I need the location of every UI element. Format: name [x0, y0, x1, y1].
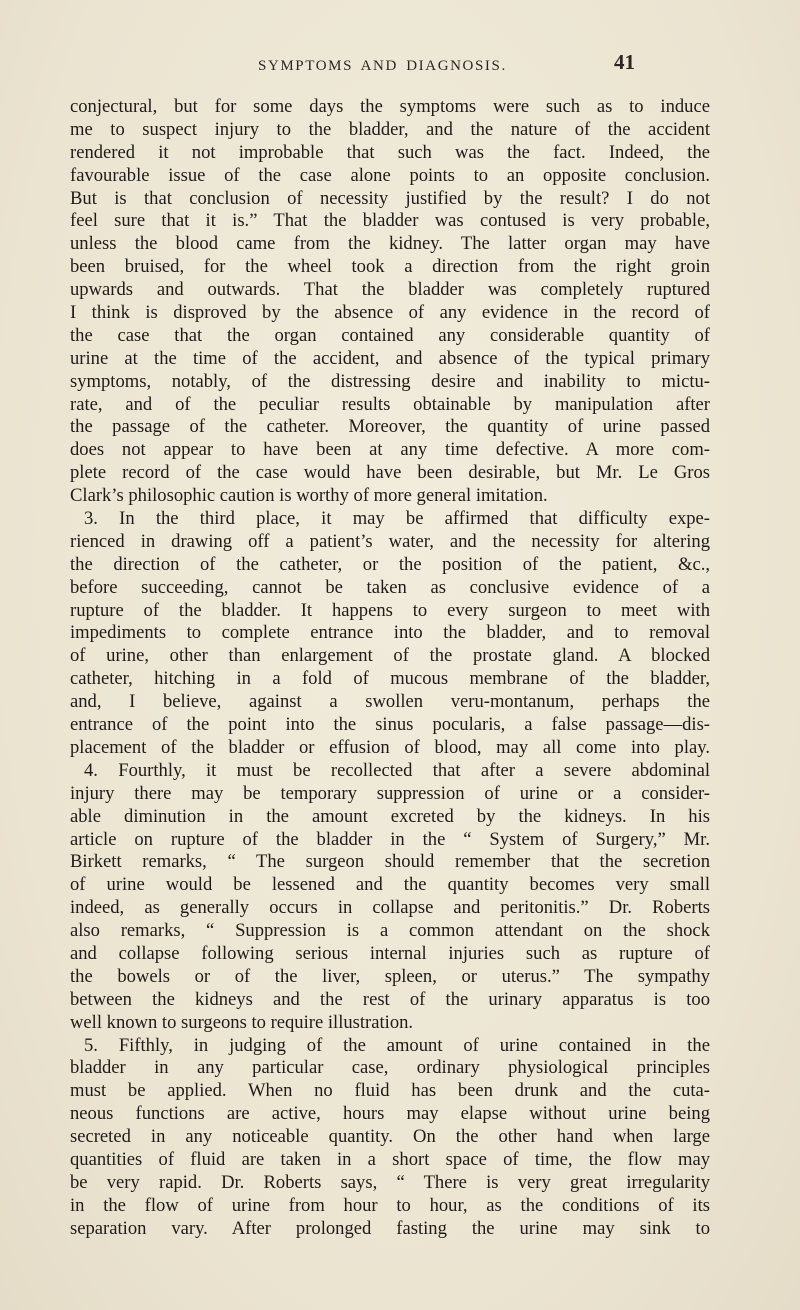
page-number: 41 — [614, 50, 635, 74]
text-line: rendered it not improbable that such was the fact. Indeed, the — [70, 141, 710, 163]
text-line: favourable issue of the case alone points to an opposite conclusion. — [70, 164, 710, 186]
body-text — [70, 96, 710, 1241]
paragraph-4-start: 4. Fourthly, it must be recollected that after a severe abdominal — [84, 759, 710, 781]
text-line: I think is disproved by the absence of any evidence in the record of — [70, 302, 710, 324]
text-line: and collapse following serious internal injuries such as rupture of — [70, 942, 710, 964]
text-line: me to suspect injury to the bladder, and the nature of the accident — [70, 118, 710, 140]
running-title: SYMPTOMS AND DIAGNOSIS. — [258, 58, 507, 74]
text-line: catheter, hitching in a fold of mucous membrane of the bladder, — [70, 668, 710, 690]
text-line: plete record of the case would have been desirable, but Mr. Le Gros — [70, 462, 710, 484]
text-line: between the kidneys and the rest of the urinary apparatus is too — [70, 988, 710, 1010]
text-line: must be applied. When no fluid has been drunk and the cuta- — [70, 1080, 710, 1102]
text-line: Birkett remarks, “ The surgeon should remember that the secretion — [70, 851, 710, 873]
text-line: impediments to complete entrance into the bladder, and to removal — [70, 622, 710, 644]
text-line: well known to surgeons to require illustration. — [70, 1011, 414, 1033]
text-line: the case that the organ contained any considerable quantity of — [70, 324, 710, 346]
text-line: symptoms, notably, of the distressing desire and inability to mictu- — [70, 370, 710, 392]
text-line: the passage of the catheter. Moreover, the quantity of urine passed — [70, 416, 710, 438]
text-line: secreted in any noticeable quantity. On the other hand when large — [70, 1126, 710, 1148]
text-line: article on rupture of the bladder in the “ System of Surgery,” Mr. — [70, 828, 710, 850]
text-line: of urine would be lessened and the quantity becomes very small — [70, 874, 710, 896]
text-line: separation vary. After prolonged fasting the urine may sink to — [70, 1217, 710, 1239]
text-line: in the flow of urine from hour to hour, as the conditions of its — [70, 1194, 710, 1216]
text-line: upwards and outwards. That the bladder was completely ruptured — [70, 279, 710, 301]
text-line: rate, and of the peculiar results obtainable by manipulation after — [70, 393, 710, 415]
text-line: injury there may be temporary suppression of urine or a consider- — [70, 782, 710, 804]
text-line: But is that conclusion of necessity justified by the result? I do not — [70, 187, 710, 209]
text-line: the bowels or of the liver, spleen, or uterus.” The sympathy — [70, 965, 710, 987]
text-line: quantities of fluid are taken in a short space of time, the flow may — [70, 1148, 710, 1170]
text-line: and, I believe, against a swollen veru-montanum, perhaps the — [70, 691, 710, 713]
text-line: rienced in drawing off a patient’s water, and the necessity for altering — [70, 530, 710, 552]
text-line: unless the blood came from the kidney. The latter organ may have — [70, 233, 710, 255]
text-line: of urine, other than enlargement of the prostate gland. A blocked — [70, 645, 710, 667]
text-line: conjectural, but for some days the symptoms were such as to induce — [70, 96, 710, 117]
text-line: does not appear to have been at any time defective. A more com- — [70, 439, 710, 461]
text-line: rupture of the bladder. It happens to every surgeon to meet with — [70, 599, 710, 621]
text-line: able diminution in the amount excreted by the kidneys. In his — [70, 805, 710, 827]
text-line: entrance of the point into the sinus pocularis, a false passage—dis- — [70, 714, 710, 736]
text-line: feel sure that it is.” That the bladder was contused is very probable, — [70, 210, 710, 232]
text-line: urine at the time of the accident, and absence of the typical primary — [70, 347, 710, 369]
text-line: before succeeding, cannot be taken as conclusive evidence of a — [70, 576, 710, 598]
running-head — [0, 50, 800, 80]
text-line: be very rapid. Dr. Roberts says, “ There is very great irregularity — [70, 1171, 710, 1193]
text-line: the direction of the catheter, or the position of the patient, &c., — [70, 553, 710, 575]
text-line: been bruised, for the wheel took a direction from the right groin — [70, 256, 710, 278]
paragraph-3-start: 3. In the third place, it may be affirmed that difficulty expe- — [84, 508, 710, 530]
paragraph-5-start: 5. Fifthly, in judging of the amount of urine contained in the — [84, 1034, 710, 1056]
text-line: placement of the bladder or effusion of blood, may all come into play. — [70, 736, 710, 758]
text-line: neous functions are active, hours may elapse without urine being — [70, 1103, 710, 1125]
text-line: also remarks, “ Suppression is a common attendant on the shock — [70, 920, 710, 942]
text-line: Clark’s philosophic caution is worthy of more general imitation. — [70, 485, 548, 507]
text-line: bladder in any particular case, ordinary physiological principles — [70, 1057, 710, 1079]
text-line: indeed, as generally occurs in collapse and peritonitis.” Dr. Roberts — [70, 897, 710, 919]
